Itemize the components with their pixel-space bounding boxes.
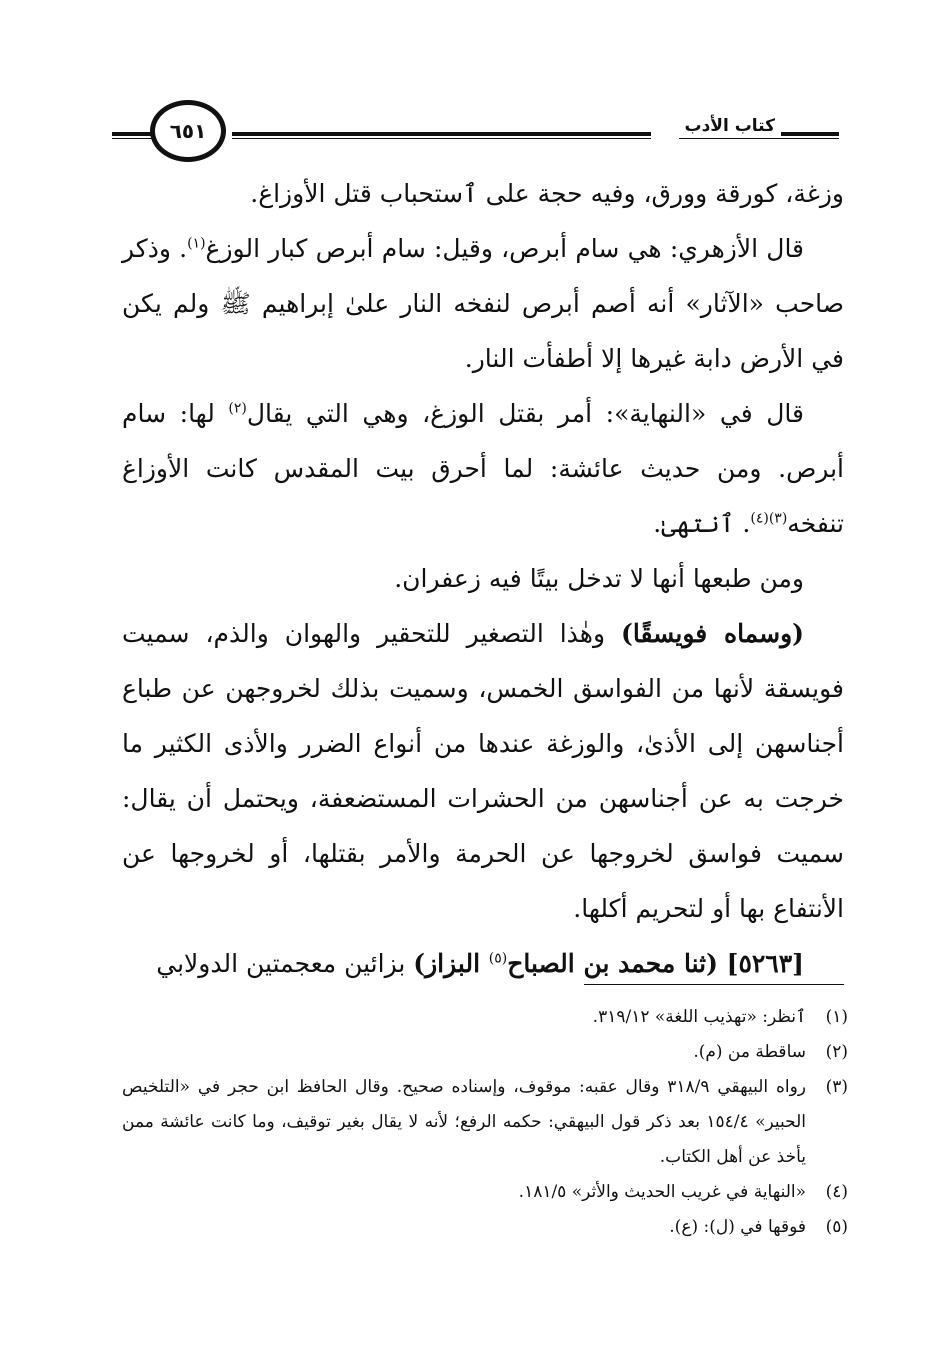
footnote-text: رواه البيهقي ٣١٨/٩ وقال عقبه: موقوف، وإسناده صحيح. وقال الحافظ ابن حجر في «التلخيص الحبير» ١٥٤/٤ بعد ذكر قول البيهقي: حكمه الرفع؛ لأنه لا يقال بغير توقيف، وما كانت عائشة ممن يأخذ عن أهل الكتاب. (122, 1077, 806, 1167)
footnote-text: ٱنظر: «تهذيب اللغة» ٣١٩/١٢. (592, 1007, 806, 1027)
paragraph: وزغة، كورقة وورق، وفيه حجة على ٱستحباب قتل الأوزاغ. (250, 179, 844, 208)
footnote-number: (٢) (825, 1042, 848, 1062)
footnote-ref[interactable]: (٢) (228, 400, 247, 417)
header-rule-left (112, 132, 154, 136)
header-rule-middle (232, 132, 651, 136)
footnote (122, 1035, 848, 1070)
paragraph (122, 221, 844, 386)
footnote-separator (584, 984, 844, 985)
footnote-ref[interactable]: (٥) (488, 950, 508, 967)
footnote (122, 1210, 848, 1245)
header-rule-middle-thin (232, 138, 651, 139)
main-text (122, 166, 844, 991)
footnote-ref[interactable]: (٣)(٤) (750, 510, 788, 527)
footnote-text: «النهاية في غريب الحديث والأثر» ١٨١/٥. (518, 1182, 806, 1202)
header-rule-right-thin (679, 138, 839, 139)
footnote-number: (٥) (825, 1217, 848, 1237)
text-run: قال في «النهاية»: أمر بقتل الوزغ، وهي التي يقال (246, 399, 804, 428)
paragraph (122, 936, 844, 991)
footnote-text: ساقطة من (م). (693, 1042, 806, 1062)
footnote-number: (٤) (825, 1182, 848, 1202)
paragraph: ومن طبعها أنها لا تدخل بيتًا فيه زعفران. (394, 564, 804, 593)
paragraph (122, 606, 844, 936)
text-run: . وذكر صاحب «الآثار» أنه أصم أبرص لنفخه النار علىٰ إبراهيم ﷺ ولم يكن في الأرض دابة غيرها إلا أطفأت النار. (122, 234, 844, 373)
hadith-number: [٥٢٦٣] (ثنا محمد بن الصباح (507, 949, 804, 978)
footnote-text: فوقها في (ل): (ع). (669, 1217, 806, 1237)
footnote-number: (١) (825, 1007, 848, 1027)
footnotes (122, 1000, 848, 1245)
footnote (122, 1175, 848, 1210)
lemma: (وسماه فويسقًا) (621, 619, 804, 648)
page-number: ٦٥١ (169, 119, 207, 143)
text-run: قال الأزهري: هي سام أبرص، وقيل: سام أبرص كبار الوزغ (205, 234, 805, 263)
paragraph (122, 386, 844, 551)
text-run: . ٱنتهىٰ. (653, 509, 751, 538)
chapter-title: كتاب الأدب (678, 116, 781, 136)
lemma: البزاز) (413, 949, 489, 978)
page-number-badge (150, 100, 226, 162)
footnote-number: (٣) (825, 1077, 848, 1097)
text-run: وهٰذا التصغير للتحقير والهوان والذم، سميت فويسقة لأنها من الفواسق الخمس، وسميت بذلك لخروجهن عن طباع أجناسهن إلى الأذىٰ، والوزغة عندها من أنواع الضرر والأذى الكثير ما خرجت به عن أجناسهن من الحشرات المستضعفة، ويحتمل أن يقال: سميت فواسق لخروجها عن الحرمة والأمر بقتلها، أو لخروجها عن الأنتفاع بها أو لتحريم أكلها. (122, 619, 844, 923)
footnote (122, 1000, 848, 1035)
text-run: لها: سام أبرص. ومن حديث عائشة: لما أحرق بيت المقدس كانت الأوزاغ تنفخه (122, 399, 844, 538)
text-run: بزائين معجمتين الدولابي (156, 949, 414, 978)
footnote-ref[interactable]: (١) (187, 235, 206, 252)
footnote (122, 1070, 848, 1175)
header-rule-left-thin (112, 138, 154, 139)
